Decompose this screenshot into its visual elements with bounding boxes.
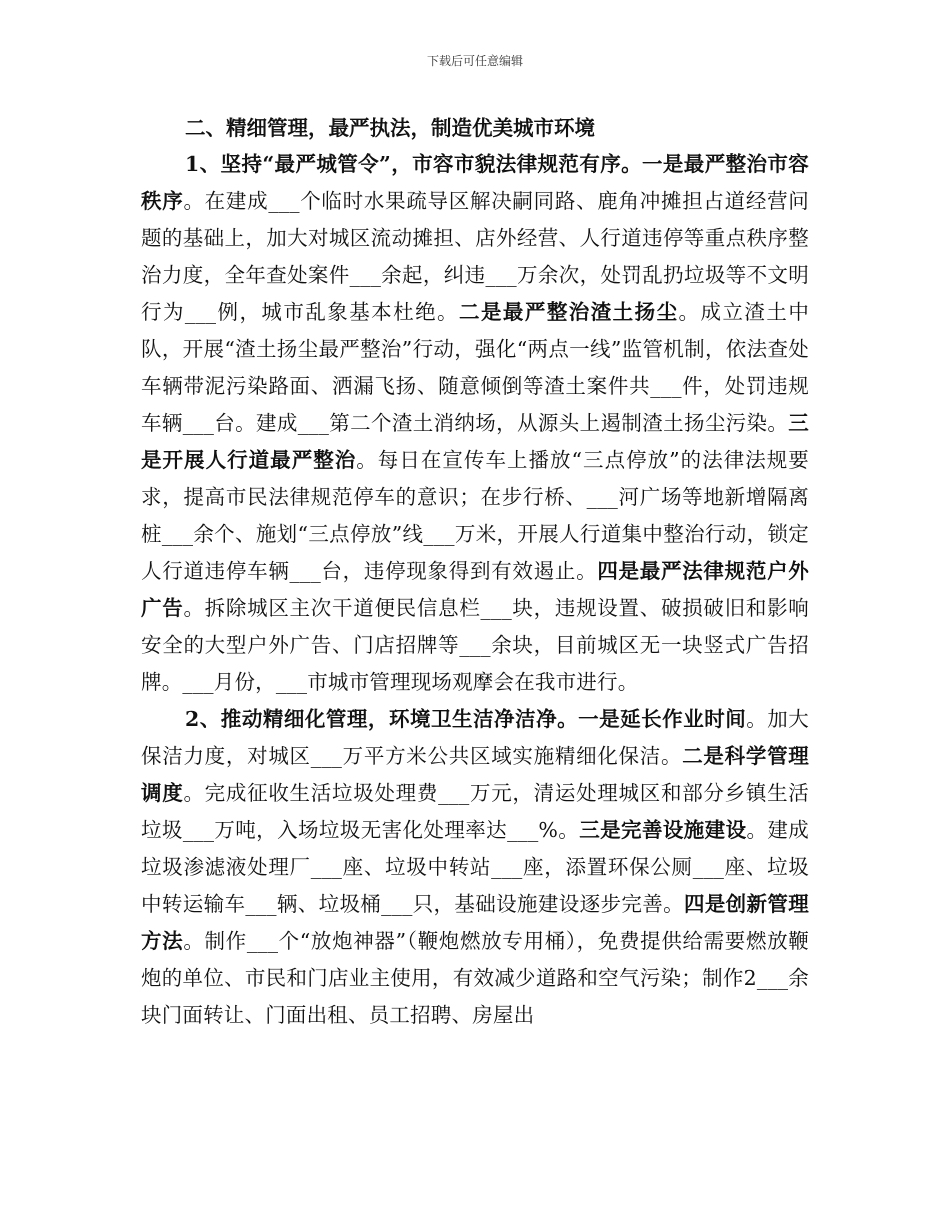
text-segment: 。加大保洁力度，对城区___万平方米公共区域实施精细化保洁。 bbox=[141, 707, 809, 768]
lead-bold-4: 四是最严法律规范户外广告 bbox=[141, 559, 810, 620]
text-segment: 。拆除城区主次干道便民信息栏___块，违规设置、破损破旧和影响安全的大型户外广告、门店招牌等___余块，目前城区无一块竖式广告招牌。___月份，___市城市管理现场观摩会在我市进行。 bbox=[141, 596, 809, 694]
lead-bold-1: 2、推动精细化管理，环境卫生洁净洁净。一是延长作业时间 bbox=[185, 707, 747, 731]
text-segment: 。建成垃圾渗滤液处理厂___座、垃圾中转站___座，添置环保公厕___座、垃圾中转运输车___辆、垃圾桶___只，基础设施建设逐步完善。 bbox=[141, 818, 809, 916]
text-segment: 。制作___个“放炮神器”（鞭炮燃放专用桶），免费提供给需要燃放鞭炮的单位、市民和门店业主使用，有效减少道路和空气污染；制作2___余块门面转让、门面出租、员工招聘、房屋出 bbox=[141, 929, 809, 1027]
lead-bold-3: 三是完善设施建设 bbox=[579, 818, 747, 842]
text-segment: 。每日在宣传车上播放“三点停放”的法律法规要求，提高市民法律规范停车的意识；在步行桥、___河广场等地新增隔离桩___余个、施划“三点停放”线___万米，开展人行道集中整治行动，锁定人行道违停车辆___台，违停现象得到有效遏止。 bbox=[141, 448, 810, 583]
text-segment: 。成立渣土中队，开展“渣土扬尘最严整治”行动，强化“两点一线”监管机制，依法查处车辆带泥污染路面、洒漏飞扬、随意倾倒等渣土案件共___件，处罚违规车辆___台。建成___第二个渣土消纳场，从源头上遏制渣土扬尘污染。 bbox=[141, 300, 810, 435]
text-segment: 。在建成___个临时水果疏导区解决嗣同路、鹿角冲摊担占道经营问题的基础上，加大对城区流动摊担、店外经营、人行道违停等重点秩序整治力度，全年查处案件___余起，纠违___万余次，处罚乱扔垃圾等不文明行为___例，城市乱象基本杜绝。 bbox=[141, 189, 809, 324]
page-header: 下载后可任意编辑 bbox=[426, 54, 523, 68]
document-body bbox=[141, 110, 809, 1034]
section-heading: 二、精细管理，最严执法，制造优美城市环境 bbox=[185, 116, 595, 140]
lead-bold-1: 1、坚持“最严城管令”，市容市貌法律规范有序。一是最严整治市容秩序 bbox=[141, 152, 809, 213]
text-segment: 。完成征收生活垃圾处理费___万元，清运处理城区和部分乡镇生活垃圾___万吨，入场垃圾无害化处理率达___%。 bbox=[141, 781, 809, 842]
lead-bold-2: 二是科学管理调度 bbox=[141, 744, 809, 805]
lead-bold-4: 四是创新管理方法 bbox=[141, 892, 809, 953]
lead-bold-2: 二是最严整治渣土扬尘 bbox=[459, 300, 679, 324]
paragraph-2 bbox=[141, 701, 809, 1034]
lead-bold-3: 三是开展人行道最严整治 bbox=[141, 411, 809, 472]
paragraph-1 bbox=[141, 146, 809, 701]
